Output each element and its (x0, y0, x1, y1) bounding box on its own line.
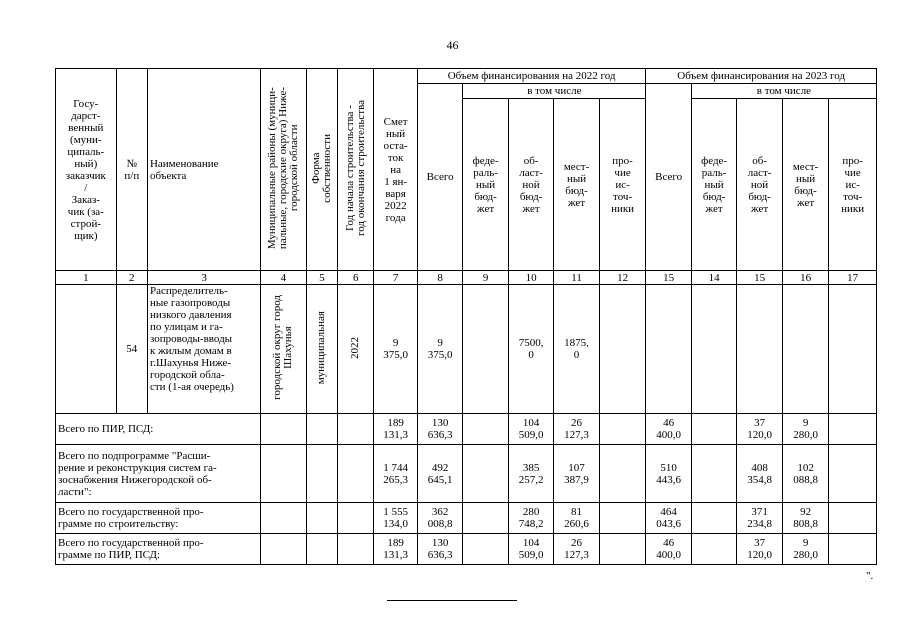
column-number: 11 (554, 271, 599, 285)
summary-total-2023: 464 043,6 (646, 503, 691, 534)
column-number: 9 (463, 271, 508, 285)
summary-total-2022: 362 008,8 (417, 503, 462, 534)
summary-label: Всего по ПИР, ПСД: (56, 414, 261, 445)
column-numbers-row (56, 271, 877, 285)
header-total-2023: Всего (646, 84, 691, 271)
summary-federal-2022 (463, 503, 508, 534)
object-regional-2022: 7500, 0 (508, 285, 553, 414)
summary-federal-2023 (691, 534, 736, 565)
summary-federal-2022 (463, 534, 508, 565)
object-year (338, 285, 374, 414)
closing-quote: ". (866, 570, 874, 582)
summary-regional-2023: 371 234,8 (737, 503, 782, 534)
summary-federal-2022 (463, 414, 508, 445)
column-number: 5 (306, 271, 337, 285)
column-number: 15 (646, 271, 691, 285)
header-local-2022: мест- ный бюд- жет (554, 99, 599, 271)
object-name: Распределитель- ные газопроводы низкого давления по улицам и га- зопроводы-вводы к жилым домам в г.Шахунья Ниже- городской обла- сти (1-ая очередь) (147, 285, 260, 414)
summary-regional-2022: 385 257,2 (508, 445, 553, 503)
header-regional-2022: об- ласт- ной бюд- жет (508, 99, 553, 271)
summary-estimate: 189 131,3 (374, 534, 417, 565)
summary-local-2023: 9 280,0 (782, 534, 829, 565)
header-estimate: Смет ный оста- ток на 1 ян- варя 2022 года (374, 69, 417, 271)
summary-local-2023: 9 280,0 (782, 414, 829, 445)
summary-total-2022: 492 645,1 (417, 445, 462, 503)
summary-local-2022: 107 387,9 (554, 445, 599, 503)
summary-other-2023 (829, 445, 877, 503)
header-districts (261, 69, 306, 271)
object-district-text: городской округ город Шахунья (271, 295, 295, 400)
object-customer (56, 285, 117, 414)
summary-label: Всего по государственной про- грамме по строительству: (56, 503, 261, 534)
object-federal-2023 (691, 285, 736, 414)
footnote-divider (387, 600, 517, 601)
column-number: 17 (829, 271, 877, 285)
summary-row (56, 503, 877, 534)
header-customer: Госу- дарст- венный (муни- ципаль- ный) заказчик / Заказ- чик (за- строй- щик) (56, 69, 117, 271)
summary-label: Всего по подпрограмме "Расши- рение и реконструкция систем га- зоснабжения Нижегородской об- ласти": (56, 445, 261, 503)
header-regional-2023: об- ласт- ной бюд- жет (737, 99, 782, 271)
object-total-2022: 9 375,0 (417, 285, 462, 414)
object-estimate: 9 375,0 (374, 285, 417, 414)
column-number: 10 (508, 271, 553, 285)
header-other-2022: про- чие ис- точ- ники (599, 99, 646, 271)
object-total-2023 (646, 285, 691, 414)
summary-other-2022 (599, 534, 646, 565)
summary-regional-2022: 104 509,0 (508, 534, 553, 565)
object-row (56, 285, 877, 414)
summary-local-2023: 102 088,8 (782, 445, 829, 503)
summary-label: Всего по государственной про- грамме по ПИР, ПСД: (56, 534, 261, 565)
column-number: 15 (737, 271, 782, 285)
summary-empty (306, 503, 337, 534)
summary-local-2022: 81 260,6 (554, 503, 599, 534)
column-number: 2 (116, 271, 147, 285)
summary-total-2023: 510 443,6 (646, 445, 691, 503)
object-other-2022 (599, 285, 646, 414)
summary-local-2022: 26 127,3 (554, 414, 599, 445)
header-fin-2022: Объем финансирования на 2022 год (417, 69, 646, 84)
header-incl-2022: в том числе (463, 84, 646, 99)
column-number: 16 (782, 271, 829, 285)
summary-other-2023 (829, 534, 877, 565)
summary-empty (338, 534, 374, 565)
summary-regional-2023: 408 354,8 (737, 445, 782, 503)
summary-row (56, 414, 877, 445)
summary-other-2022 (599, 414, 646, 445)
summary-empty (306, 414, 337, 445)
summary-estimate: 189 131,3 (374, 414, 417, 445)
summary-row (56, 534, 877, 565)
summary-empty (261, 534, 306, 565)
object-regional-2023 (737, 285, 782, 414)
header-num: № п/п (116, 69, 147, 271)
column-number: 12 (599, 271, 646, 285)
summary-federal-2023 (691, 414, 736, 445)
summary-empty (261, 445, 306, 503)
object-year-text: 2022 (349, 336, 362, 359)
summary-other-2023 (829, 503, 877, 534)
summary-local-2022: 26 127,3 (554, 534, 599, 565)
summary-empty (338, 445, 374, 503)
summary-regional-2023: 37 120,0 (737, 534, 782, 565)
column-number: 3 (147, 271, 260, 285)
summary-empty (261, 414, 306, 445)
summary-row (56, 445, 877, 503)
summary-other-2022 (599, 503, 646, 534)
summary-total-2022: 130 636,3 (417, 534, 462, 565)
column-number: 8 (417, 271, 462, 285)
header-federal-2022: феде- раль- ный бюд- жет (463, 99, 508, 271)
header-years (338, 69, 374, 271)
summary-empty (306, 534, 337, 565)
column-number: 4 (261, 271, 306, 285)
page-number: 46 (446, 38, 459, 52)
header-federal-2023: феде- раль- ный бюд- жет (691, 99, 736, 271)
column-number: 1 (56, 271, 117, 285)
summary-estimate: 1 555 134,0 (374, 503, 417, 534)
summary-federal-2023 (691, 445, 736, 503)
column-number: 6 (338, 271, 374, 285)
summary-estimate: 1 744 265,3 (374, 445, 417, 503)
object-ownership (306, 285, 337, 414)
summary-regional-2022: 104 509,0 (508, 414, 553, 445)
header-years-text: Год начала строительства - год окончания строительства (343, 100, 367, 236)
header-total-2022: Всего (417, 84, 462, 271)
object-num: 54 (116, 285, 147, 414)
object-local-2022: 1875, 0 (554, 285, 599, 414)
header-ownership (306, 69, 337, 271)
header-fin-2023: Объем финансирования на 2023 год (646, 69, 877, 84)
column-number: 7 (374, 271, 417, 285)
summary-local-2023: 92 808,8 (782, 503, 829, 534)
summary-other-2022 (599, 445, 646, 503)
header-local-2023: мест- ный бюд- жет (782, 99, 829, 271)
object-other-2023 (829, 285, 877, 414)
summary-empty (338, 414, 374, 445)
summary-total-2023: 46 400,0 (646, 534, 691, 565)
summary-regional-2023: 37 120,0 (737, 414, 782, 445)
header-object-name: Наименование объекта (147, 69, 260, 271)
summary-federal-2023 (691, 503, 736, 534)
summary-regional-2022: 280 748,2 (508, 503, 553, 534)
header-ownership-text: Форма собственности (309, 133, 333, 203)
financing-table (55, 68, 877, 565)
object-federal-2022 (463, 285, 508, 414)
column-number: 14 (691, 271, 736, 285)
summary-empty (338, 503, 374, 534)
summary-empty (306, 445, 337, 503)
header-incl-2023: в том числе (691, 84, 876, 99)
object-district (261, 285, 306, 414)
summary-empty (261, 503, 306, 534)
summary-total-2023: 46 400,0 (646, 414, 691, 445)
summary-total-2022: 130 636,3 (417, 414, 462, 445)
header-districts-text: Муниципальные районы (муници- пальные, городские округа) Ниже- городской области (265, 86, 300, 250)
object-ownership-text: муниципальная (315, 310, 328, 385)
object-local-2023 (782, 285, 829, 414)
header-other-2023: про- чие ис- точ- ники (829, 99, 877, 271)
summary-other-2023 (829, 414, 877, 445)
summary-federal-2022 (463, 445, 508, 503)
